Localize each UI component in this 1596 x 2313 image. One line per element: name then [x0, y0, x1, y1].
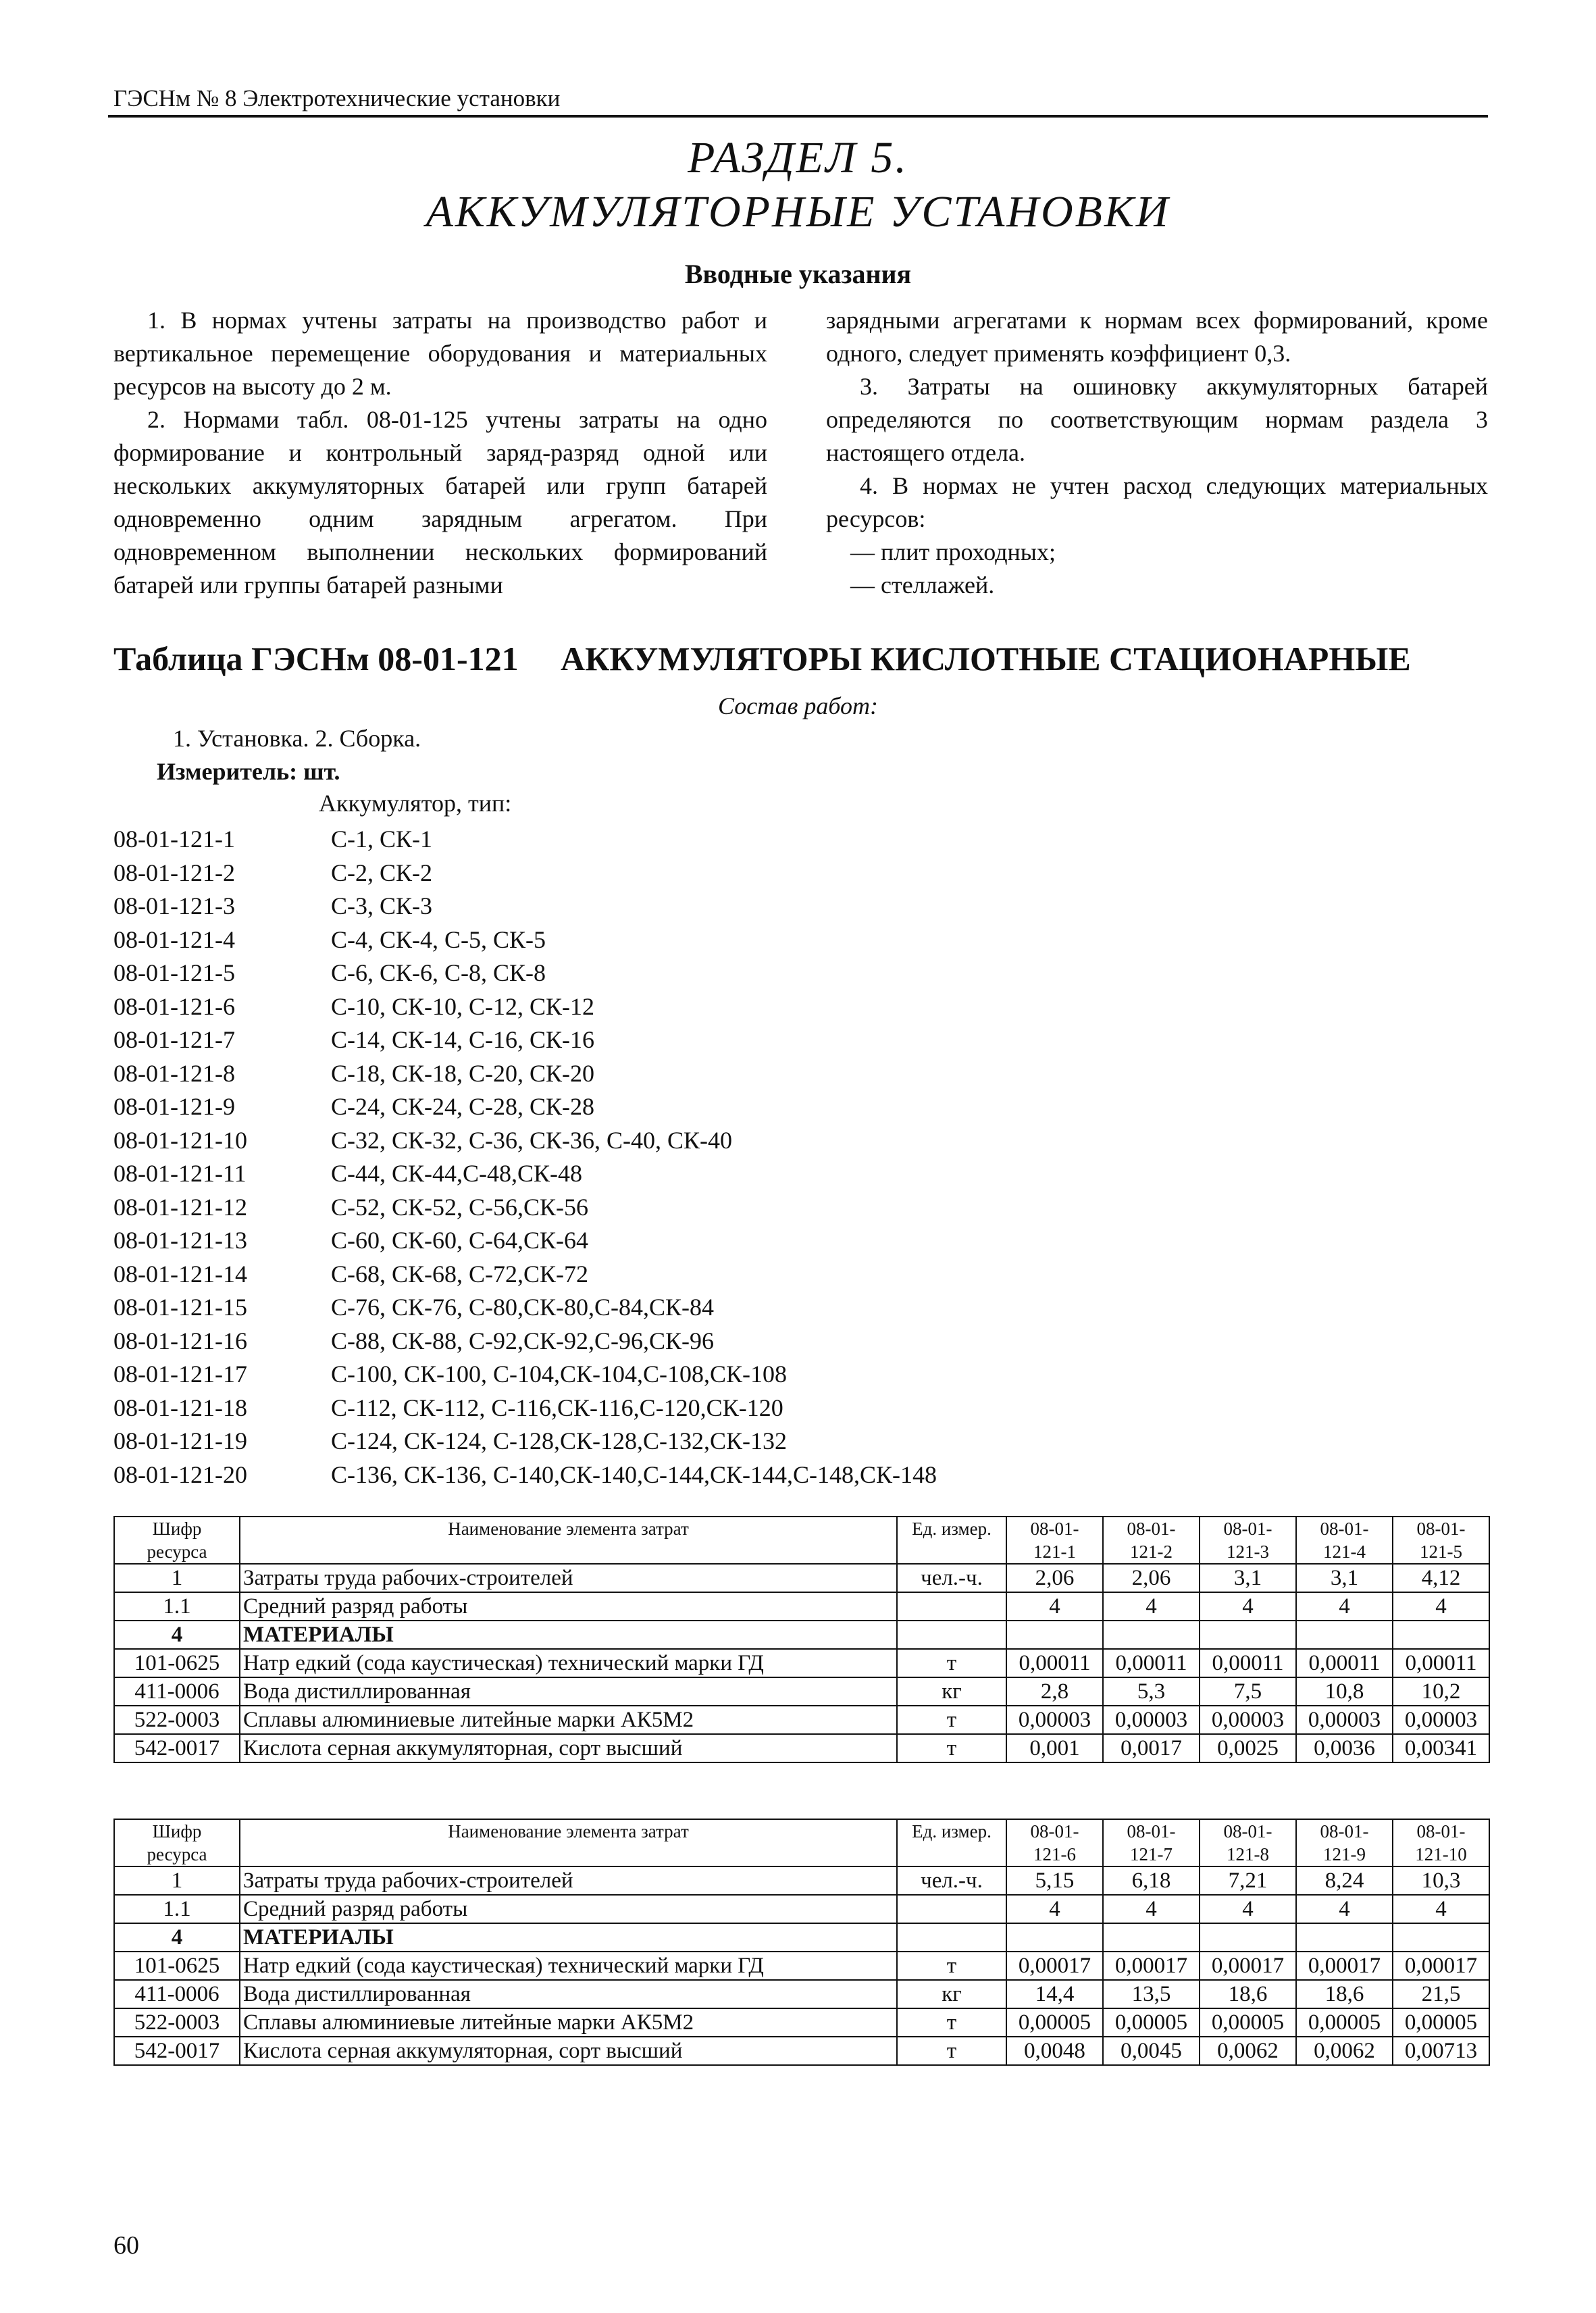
value-cell: 18,6: [1200, 1980, 1296, 2008]
value-cell: 10,8: [1296, 1677, 1393, 1706]
table-row: [114, 1895, 1489, 1923]
header-norm-code: 121-3: [1200, 1540, 1296, 1564]
unit-cell: [897, 1592, 1006, 1621]
value-cell: 4: [1103, 1592, 1200, 1621]
value-cell: 4: [1200, 1592, 1296, 1621]
composition-label: Состав работ:: [718, 692, 878, 719]
table-row: [114, 2008, 1489, 2037]
value-cell: 10,3: [1393, 1866, 1489, 1895]
intro-left-column: [113, 304, 767, 602]
header-norm-code: 121-8: [1200, 1843, 1296, 1866]
accumulator-types: С-136, СК-136, С-140,СК-140,С-144,СК-144,С-148,СК-148: [331, 1460, 937, 1488]
accumulator-types: С-2, СК-2: [331, 859, 433, 886]
header-norm-code: 121-7: [1103, 1843, 1200, 1866]
accumulator-types: С-60, СК-60, С-64,СК-64: [331, 1227, 589, 1254]
resource-code: 522-0003: [114, 2008, 240, 2037]
value-cell: 7,21: [1200, 1866, 1296, 1895]
table-row: [114, 1734, 1489, 1762]
cost-element-name: Натр едкий (сода каустическая) технический марки ГД: [240, 1952, 897, 1980]
value-cell: 0,001: [1006, 1734, 1103, 1762]
resource-code: 1: [114, 1866, 240, 1895]
table-row: [114, 1923, 1489, 1952]
value-cell: 2,8: [1006, 1677, 1103, 1706]
header-norm-code: 121-4: [1296, 1540, 1393, 1564]
table-row: [114, 1592, 1489, 1621]
dash-item: — плит проходных;: [850, 538, 1056, 565]
header-norm-code: 121-10: [1393, 1843, 1489, 1866]
norms-table-2: [113, 1819, 1490, 2066]
header-norm-code: 08-01-: [1103, 1517, 1200, 1540]
page-number: 60: [113, 2231, 139, 2260]
cost-element-name: Затраты труда рабочих-строителей: [240, 1564, 897, 1592]
cost-element-name: МАТЕРИАЛЫ: [240, 1923, 897, 1952]
norm-code: 08-01-121-6: [113, 992, 235, 1020]
header-norm-code: 121-5: [1393, 1540, 1489, 1564]
cost-element-name: Кислота серная аккумуляторная, сорт высший: [240, 1734, 897, 1762]
resource-code: 411-0006: [114, 1677, 240, 1706]
code-row: [113, 1392, 937, 1425]
accumulator-types: С-44, СК-44,С-48,СК-48: [331, 1160, 583, 1187]
value-cell: 4: [1393, 1895, 1489, 1923]
table-row: [114, 1677, 1489, 1706]
value-cell: [1200, 1621, 1296, 1649]
accumulator-types: С-3, СК-3: [331, 892, 433, 919]
value-cell: 5,15: [1006, 1866, 1103, 1895]
unit-cell: кг: [897, 1677, 1006, 1706]
resource-code: 411-0006: [114, 1980, 240, 2008]
norm-code: 08-01-121-16: [113, 1327, 247, 1354]
accumulator-types: С-52, СК-52, С-56,СК-56: [331, 1193, 589, 1221]
header-norm-code: 08-01-: [1296, 1517, 1393, 1540]
norm-code: 08-01-121-8: [113, 1059, 235, 1087]
value-cell: 13,5: [1103, 1980, 1200, 2008]
value-cell: [1006, 1621, 1103, 1649]
code-row: [113, 1325, 937, 1358]
value-cell: [1393, 1621, 1489, 1649]
accumulator-types: С-4, СК-4, С-5, СК-5: [331, 925, 546, 953]
unit-cell: [897, 1923, 1006, 1952]
cost-element-name: Сплавы алюминиевые литейные марки АК5М2: [240, 2008, 897, 2037]
code-row: [113, 1358, 937, 1392]
unit-cell: т: [897, 1952, 1006, 1980]
value-cell: 4: [1103, 1895, 1200, 1923]
table-row: [114, 1866, 1489, 1895]
dash-item: — стеллажей.: [850, 571, 995, 599]
accumulator-types: С-1, СК-1: [331, 825, 433, 853]
accumulator-types: С-10, СК-10, С-12, СК-12: [331, 992, 595, 1020]
intro-paragraph: зарядными агрегатами к нормам всех формирований, кроме одного, следует применять коэффициент 0,3.: [826, 307, 1488, 367]
value-cell: [1103, 1621, 1200, 1649]
code-row: [113, 857, 937, 890]
accumulator-types: С-14, СК-14, С-16, СК-16: [331, 1026, 595, 1053]
intro-paragraph: 1. В нормах учтены затраты на производство работ и вертикальное перемещение оборудования и материальных ресурсов на высоту до 2 м.: [113, 307, 767, 400]
code-row: [113, 1090, 937, 1124]
cost-element-name: Средний разряд работы: [240, 1592, 897, 1621]
code-row: [113, 1191, 937, 1225]
value-cell: 2,06: [1103, 1564, 1200, 1592]
value-cell: 6,18: [1103, 1866, 1200, 1895]
header-norm-code: 08-01-: [1296, 1819, 1393, 1843]
code-row: [113, 1291, 937, 1325]
value-cell: 0,00005: [1393, 2008, 1489, 2037]
accumulator-types: С-76, СК-76, С-80,СК-80,С-84,СК-84: [331, 1294, 715, 1321]
value-cell: 0,00011: [1006, 1649, 1103, 1677]
code-row: [113, 1157, 937, 1191]
value-cell: 3,1: [1200, 1564, 1296, 1592]
unit-cell: [897, 1895, 1006, 1923]
intro-paragraph: 4. В нормах не учтен расход следующих материальных ресурсов:: [826, 472, 1488, 532]
header-norm-code: 08-01-: [1006, 1819, 1103, 1843]
code-row: [113, 1258, 937, 1292]
code-row: [113, 1124, 937, 1158]
table-row: [114, 1706, 1489, 1734]
value-cell: 4: [1006, 1592, 1103, 1621]
table-row: [114, 2037, 1489, 2065]
header-name: Наименование элемента затрат: [240, 1819, 897, 1866]
value-cell: 0,00017: [1393, 1952, 1489, 1980]
code-row: [113, 1057, 937, 1091]
value-cell: 10,2: [1393, 1677, 1489, 1706]
unit-cell: чел.-ч.: [897, 1564, 1006, 1592]
code-row: [113, 890, 937, 923]
norm-code: 08-01-121-19: [113, 1427, 247, 1454]
header-norm-code: 08-01-: [1200, 1517, 1296, 1540]
accumulator-types: С-18, СК-18, С-20, СК-20: [331, 1059, 595, 1087]
resource-code: 542-0017: [114, 1734, 240, 1762]
value-cell: 21,5: [1393, 1980, 1489, 2008]
work-composition: 1. Установка. 2. Сборка.: [173, 725, 421, 752]
accumulator-caption: Аккумулятор, тип:: [319, 790, 512, 817]
value-cell: 4: [1200, 1895, 1296, 1923]
unit-cell: т: [897, 2008, 1006, 2037]
unit-cell: т: [897, 1706, 1006, 1734]
value-cell: 0,00005: [1296, 2008, 1393, 2037]
section-number: РАЗДЕЛ 5.: [688, 133, 908, 182]
norm-code: 08-01-121-15: [113, 1294, 247, 1321]
unit-cell: т: [897, 1734, 1006, 1762]
value-cell: 0,00017: [1006, 1952, 1103, 1980]
value-cell: 0,0062: [1200, 2037, 1296, 2065]
value-cell: 4: [1296, 1895, 1393, 1923]
accumulator-types: С-124, СК-124, С-128,СК-128,С-132,СК-132: [331, 1427, 788, 1454]
running-header: ГЭСНм № 8 Электротехнические установки: [113, 85, 561, 111]
header-code: ресурса: [114, 1540, 240, 1564]
header-row: [114, 1517, 1489, 1540]
cost-element-name: Натр едкий (сода каустическая) технический марки ГД: [240, 1649, 897, 1677]
value-cell: 4: [1296, 1592, 1393, 1621]
norm-code: 08-01-121-12: [113, 1193, 247, 1221]
value-cell: 0,0036: [1296, 1734, 1393, 1762]
norm-code: 08-01-121-5: [113, 959, 235, 986]
norm-code: 08-01-121-17: [113, 1361, 247, 1388]
resource-code: 4: [114, 1621, 240, 1649]
cost-element-name: Кислота серная аккумуляторная, сорт высший: [240, 2037, 897, 2065]
value-cell: 5,3: [1103, 1677, 1200, 1706]
measure-label: Измеритель:: [157, 758, 298, 785]
value-cell: [1296, 1621, 1393, 1649]
header-norm-code: 08-01-: [1006, 1517, 1103, 1540]
header-code: Шифр: [114, 1819, 240, 1843]
resource-code: 101-0625: [114, 1649, 240, 1677]
value-cell: 0,00011: [1393, 1649, 1489, 1677]
norm-code: 08-01-121-9: [113, 1093, 235, 1120]
value-cell: [1200, 1923, 1296, 1952]
value-cell: [1103, 1923, 1200, 1952]
value-cell: 0,0048: [1006, 2037, 1103, 2065]
code-list: [113, 823, 937, 1492]
intro-paragraph: 3. Затраты на ошиновку аккумуляторных батарей определяются по соответствующим нормам раздела 3 настоящего отдела.: [826, 373, 1488, 466]
norm-code: 08-01-121-14: [113, 1260, 247, 1288]
header-norm-code: 121-9: [1296, 1843, 1393, 1866]
unit-cell: чел.-ч.: [897, 1866, 1006, 1895]
value-cell: 0,00011: [1200, 1649, 1296, 1677]
value-cell: 0,00017: [1103, 1952, 1200, 1980]
unit-cell: т: [897, 1649, 1006, 1677]
cost-element-name: Затраты труда рабочих-строителей: [240, 1866, 897, 1895]
resource-code: 542-0017: [114, 2037, 240, 2065]
accumulator-types: С-100, СК-100, С-104,СК-104,С-108,СК-108: [331, 1361, 788, 1388]
measure-unit: шт.: [303, 758, 340, 785]
value-cell: 0,00003: [1296, 1706, 1393, 1734]
norm-code: 08-01-121-10: [113, 1126, 247, 1154]
value-cell: 0,00713: [1393, 2037, 1489, 2065]
accumulator-types: С-6, СК-6, С-8, СК-8: [331, 959, 546, 986]
value-cell: 4: [1393, 1592, 1489, 1621]
header-norm-code: 08-01-: [1393, 1819, 1489, 1843]
value-cell: 0,0045: [1103, 2037, 1200, 2065]
value-cell: 0,00003: [1393, 1706, 1489, 1734]
code-row: [113, 1023, 937, 1057]
norms-table-1: [113, 1516, 1490, 1763]
value-cell: 8,24: [1296, 1866, 1393, 1895]
header-norm-code: 08-01-: [1200, 1819, 1296, 1843]
value-cell: 0,00003: [1103, 1706, 1200, 1734]
norm-code: 08-01-121-3: [113, 892, 235, 919]
header-norm-code: 08-01-: [1393, 1517, 1489, 1540]
resource-code: 1.1: [114, 1895, 240, 1923]
value-cell: 0,0017: [1103, 1734, 1200, 1762]
value-cell: 0,00017: [1200, 1952, 1296, 1980]
accumulator-types: С-88, СК-88, С-92,СК-92,С-96,СК-96: [331, 1327, 715, 1354]
value-cell: 0,00011: [1296, 1649, 1393, 1677]
value-cell: 14,4: [1006, 1980, 1103, 2008]
norm-code: 08-01-121-4: [113, 925, 235, 953]
norm-code: 08-01-121-1: [113, 825, 235, 853]
header-code: ресурса: [114, 1843, 240, 1866]
value-cell: 0,00005: [1006, 2008, 1103, 2037]
header-norm-code: 121-2: [1103, 1540, 1200, 1564]
norm-code: 08-01-121-2: [113, 859, 235, 886]
value-cell: 0,00011: [1103, 1649, 1200, 1677]
norm-code: 08-01-121-11: [113, 1160, 247, 1187]
cost-element-name: Вода дистиллированная: [240, 1677, 897, 1706]
table-row: [114, 1564, 1489, 1592]
value-cell: 18,6: [1296, 1980, 1393, 2008]
table-row: [114, 1980, 1489, 2008]
header-rule: [108, 115, 1488, 118]
code-row: [113, 1425, 937, 1458]
code-row: [113, 990, 937, 1024]
intro-right-column: [826, 304, 1488, 602]
value-cell: 2,06: [1006, 1564, 1103, 1592]
header-norm-code: 121-6: [1006, 1843, 1103, 1866]
intro-paragraph: 2. Нормами табл. 08-01-125 учтены затраты на одно формирование и контрольный заряд-разряд одной или нескольких аккумуляторных батарей или групп батарей одновременно одним зарядным агрегатом. При одновременном выполнении нескольких формирований батарей или группы батарей разными: [113, 406, 767, 599]
cost-element-name: Средний разряд работы: [240, 1895, 897, 1923]
value-cell: 4: [1006, 1895, 1103, 1923]
unit-cell: т: [897, 2037, 1006, 2065]
norm-code: 08-01-121-7: [113, 1026, 235, 1053]
cost-element-name: Вода дистиллированная: [240, 1980, 897, 2008]
resource-code: 101-0625: [114, 1952, 240, 1980]
intro-heading: Вводные указания: [684, 259, 912, 289]
value-cell: 0,00005: [1103, 2008, 1200, 2037]
table-title: АККУМУЛЯТОРЫ КИСЛОТНЫЕ СТАЦИОНАРНЫЕ: [561, 640, 1411, 678]
header-norm-code: 08-01-: [1103, 1819, 1200, 1843]
value-cell: 0,00003: [1006, 1706, 1103, 1734]
resource-code: 1: [114, 1564, 240, 1592]
code-row: [113, 1458, 937, 1492]
norm-code: 08-01-121-20: [113, 1460, 247, 1488]
header-code: Шифр: [114, 1517, 240, 1540]
value-cell: [1006, 1923, 1103, 1952]
value-cell: [1296, 1923, 1393, 1952]
norm-code: 08-01-121-13: [113, 1227, 247, 1254]
resource-code: 522-0003: [114, 1706, 240, 1734]
section-title: АККУМУЛЯТОРНЫЕ УСТАНОВКИ: [426, 187, 1170, 236]
value-cell: 0,00341: [1393, 1734, 1489, 1762]
header-name: Наименование элемента затрат: [240, 1517, 897, 1564]
accumulator-types: С-24, СК-24, С-28, СК-28: [331, 1093, 595, 1120]
resource-code: 4: [114, 1923, 240, 1952]
table-row: [114, 1952, 1489, 1980]
resource-code: 1.1: [114, 1592, 240, 1621]
accumulator-types: С-32, СК-32, С-36, СК-36, С-40, СК-40: [331, 1126, 733, 1154]
unit-cell: [897, 1621, 1006, 1649]
value-cell: 0,00017: [1296, 1952, 1393, 1980]
header-unit: Ед. измер.: [897, 1819, 1006, 1866]
value-cell: 0,0025: [1200, 1734, 1296, 1762]
measure-line: [157, 757, 340, 786]
norm-code: 08-01-121-18: [113, 1394, 247, 1421]
header-norm-code: 121-1: [1006, 1540, 1103, 1564]
value-cell: 0,0062: [1296, 2037, 1393, 2065]
accumulator-types: С-112, СК-112, С-116,СК-116,С-120,СК-120: [331, 1394, 783, 1421]
cost-element-name: Сплавы алюминиевые литейные марки АК5М2: [240, 1706, 897, 1734]
value-cell: 7,5: [1200, 1677, 1296, 1706]
cost-element-name: МАТЕРИАЛЫ: [240, 1621, 897, 1649]
value-cell: 4,12: [1393, 1564, 1489, 1592]
accumulator-types: С-68, СК-68, С-72,СК-72: [331, 1260, 589, 1288]
code-row: [113, 923, 937, 957]
table-row: [114, 1621, 1489, 1649]
table-row: [114, 1649, 1489, 1677]
code-row: [113, 957, 937, 990]
header-row: [114, 1819, 1489, 1843]
value-cell: 3,1: [1296, 1564, 1393, 1592]
header-unit: Ед. измер.: [897, 1517, 1006, 1564]
value-cell: 0,00005: [1200, 2008, 1296, 2037]
value-cell: [1393, 1923, 1489, 1952]
unit-cell: кг: [897, 1980, 1006, 2008]
code-row: [113, 823, 937, 857]
value-cell: 0,00003: [1200, 1706, 1296, 1734]
table-label: Таблица ГЭСНм 08-01-121: [113, 640, 519, 678]
code-row: [113, 1224, 937, 1258]
